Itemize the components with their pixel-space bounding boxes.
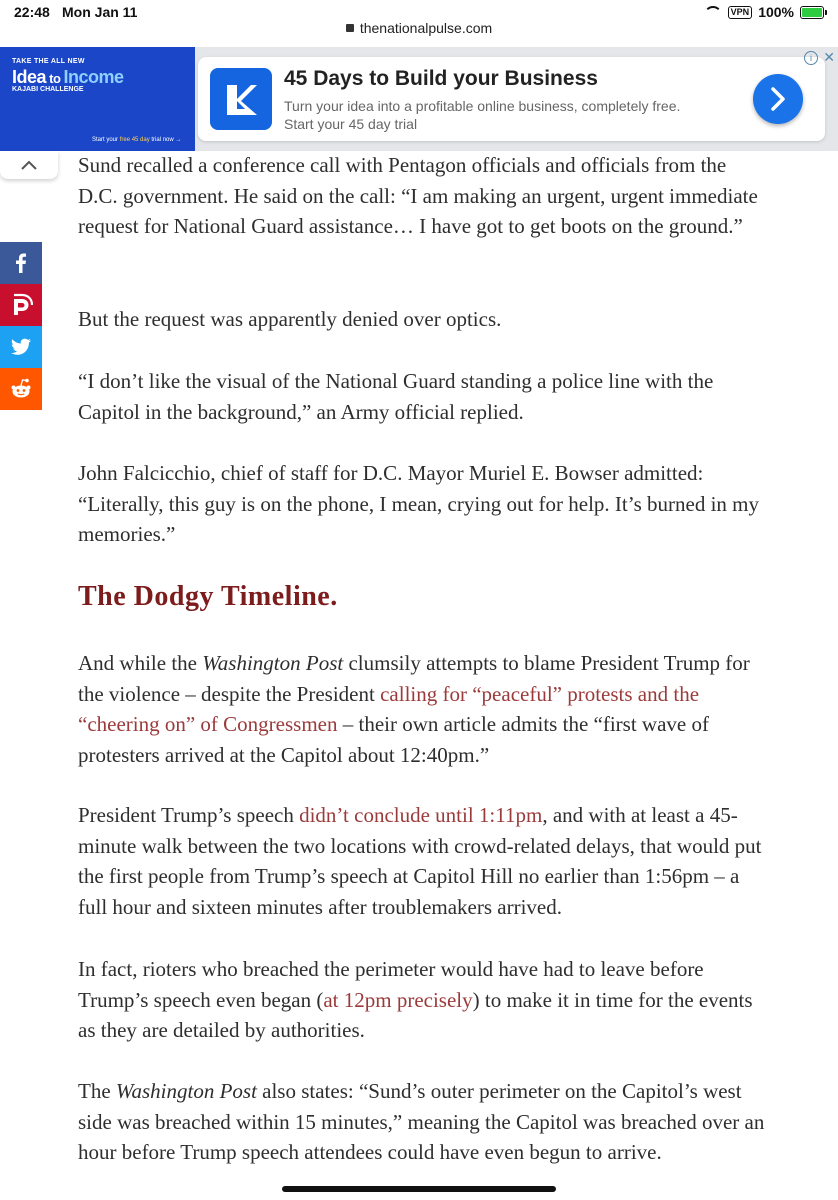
article-paragraph: John Falcicchio, chief of staff for D.C. Mayor Muriel E. Bowser admitted: “Literally, this guy is on the phone, I mean, crying out for help. It’s burned in my memories.” bbox=[78, 461, 759, 546]
ad-info-icon[interactable]: i bbox=[804, 51, 818, 65]
url-text: thenationalpulse.com bbox=[359, 20, 493, 36]
twitter-icon bbox=[9, 335, 33, 359]
status-bar bbox=[0, 0, 838, 36]
ad-kajabi-challenge: KAJABI CHALLENGE bbox=[12, 86, 84, 93]
article-paragraph: And while the Washington Post clumsily attempts to blame President Trump for the violence – despite the President calling for “peaceful” protests and the “cheering on” of Congressmen – their own article admits the “first wave of protesters arrived at the Capitol about 12:40pm.” bbox=[78, 651, 750, 767]
kajabi-logo-icon bbox=[210, 68, 272, 130]
ad-subtext: Turn your idea into a profitable online business, completely free. Start your 45 day trial bbox=[284, 98, 681, 132]
reddit-share-button[interactable] bbox=[0, 368, 42, 410]
speech-conclusion-link[interactable]: didn’t conclude until 1:11pm bbox=[299, 803, 543, 827]
ad-go-button[interactable] bbox=[753, 74, 803, 124]
status-icons bbox=[704, 4, 824, 20]
article-paragraph: Sund recalled a conference call with Pentagon officials and officials from the D.C. government. He said on the call: “I am making an urgent, urgent immediate request for National Guard assistance… I have got to get boots on the ground.” bbox=[78, 153, 758, 238]
vpn-badge: VPN bbox=[728, 6, 753, 19]
ad-card[interactable] bbox=[198, 57, 825, 141]
ad-take-text: TAKE THE ALL NEW bbox=[12, 58, 85, 65]
battery-icon bbox=[800, 6, 824, 19]
article-paragraph: The Washington Post also states: “Sund’s outer perimeter on the Capitol’s west side was breached within 15 minutes,” meaning the Capitol was breached over an hour before Trump speech attendees could have even begun to arrive. bbox=[78, 1079, 765, 1164]
article-paragraph: “I don’t like the visual of the National Guard standing a police line with the Capitol in the background,” an Army official replied. bbox=[78, 369, 714, 424]
parler-icon bbox=[9, 293, 33, 317]
ad-close-icon[interactable]: ✕ bbox=[823, 49, 835, 65]
parler-share-button[interactable] bbox=[0, 284, 42, 326]
clock: 22:48 bbox=[14, 4, 50, 20]
wifi-icon bbox=[704, 6, 722, 18]
social-share-bar bbox=[0, 242, 42, 410]
date: Mon Jan 11 bbox=[62, 4, 138, 20]
ad-free-trial-text: Start your free 45 day trial now → bbox=[92, 137, 182, 143]
home-indicator[interactable] bbox=[282, 1186, 556, 1192]
chevron-up-icon bbox=[20, 159, 38, 171]
peaceful-protests-link[interactable]: calling for “peaceful” protests and the “cheering on” of Congressmen bbox=[78, 681, 700, 736]
section-heading: The Dodgy Timeline. bbox=[78, 581, 338, 612]
article-paragraph: President Trump’s speech didn’t conclude until 1:11pm, and with at least a 45-minute walk between the two locations with crowd-related delays, that would put the first people from Trump’s speech at Capitol Hill no earlier than 1:56pm – a full hour and sixteen minutes after troublemakers arrived. bbox=[78, 803, 762, 919]
ad-brand-panel[interactable] bbox=[0, 47, 195, 151]
facebook-share-button[interactable] bbox=[0, 242, 42, 284]
lock-icon bbox=[346, 24, 354, 32]
address-bar[interactable] bbox=[0, 20, 838, 36]
reddit-icon bbox=[9, 377, 33, 401]
battery-percentage: 100% bbox=[758, 4, 794, 20]
ad-idea-to-income: Idea to Income bbox=[12, 67, 124, 87]
article-paragraph: But the request was apparently denied over optics. bbox=[78, 307, 502, 331]
ad-collapse-button[interactable] bbox=[0, 151, 58, 179]
twitter-share-button[interactable] bbox=[0, 326, 42, 368]
article-paragraph: In fact, rioters who breached the perimeter would have had to leave before Trump’s speech even began (at 12pm precisely) to make it in time for the events as they are detailed by authorities. bbox=[78, 957, 753, 1042]
speech-start-link[interactable]: at 12pm precisely bbox=[323, 987, 473, 1012]
facebook-icon bbox=[9, 251, 33, 275]
ad-banner[interactable] bbox=[0, 47, 838, 151]
ad-headline: 45 Days to Build your Business bbox=[284, 67, 598, 90]
